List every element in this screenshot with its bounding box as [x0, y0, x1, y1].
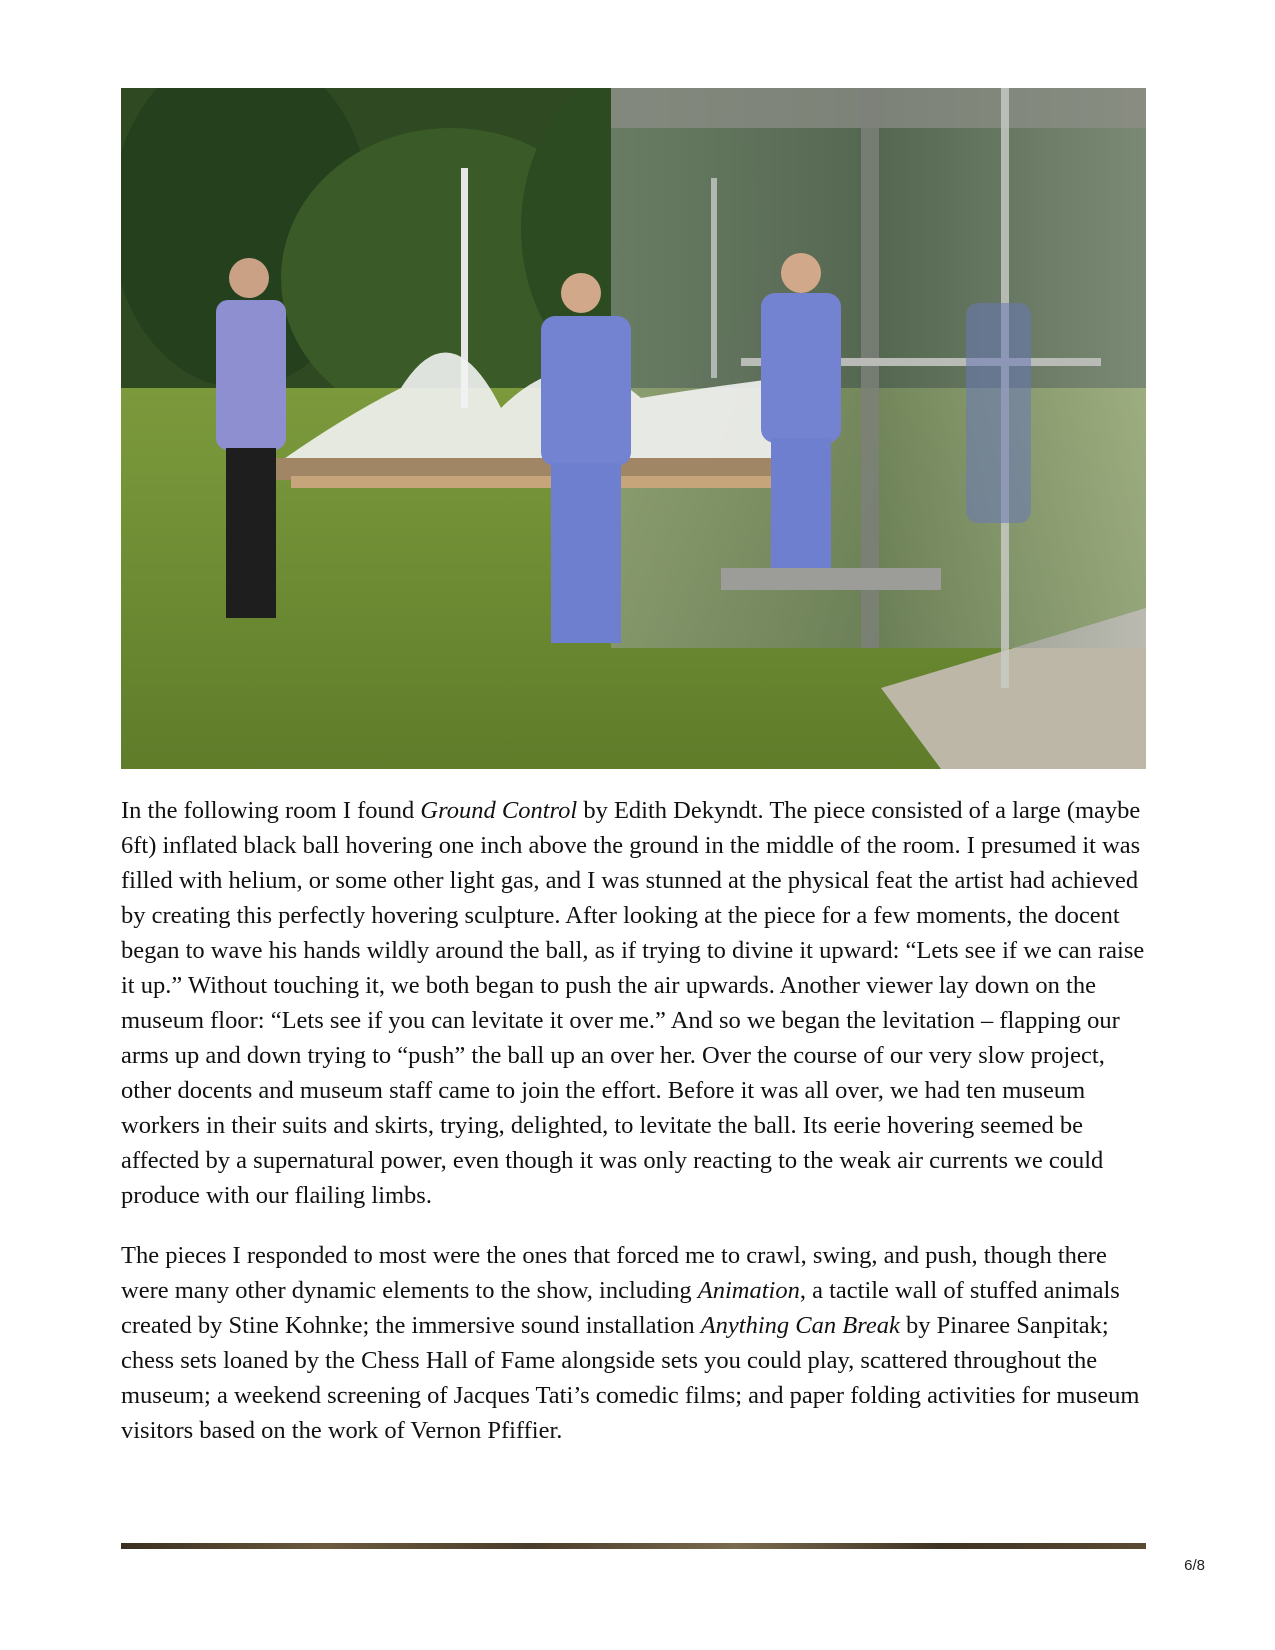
artwork-title: Ground Control — [420, 797, 578, 824]
next-image-edge — [121, 1543, 1146, 1549]
text-segment: by Pinaree Sanpitak; chess sets loaned by the Chess Hall of Fame alongside sets you could play, scattered throughout the museum; a weekend screening of Jacques Tati’s comedic films; and paper folding activities for museum visitors based on the work of Vernon Pfiffier. — [121, 1312, 1140, 1444]
article-body — [121, 793, 1146, 1473]
artwork-title: Animation — [697, 1277, 800, 1304]
artwork-title: Anything Can Break — [700, 1312, 900, 1339]
text-segment: , a tactile wall of stuffed animals created by Stine Kohnke; the immersive sound installation — [121, 1277, 1120, 1339]
paragraph-ground-control — [121, 793, 1146, 1213]
text-segment: The pieces I responded to most were the ones that forced me to crawl, swing, and push, though there were many other dynamic elements to the show, including — [121, 1242, 1107, 1304]
page-number: 6/8 — [1184, 1557, 1205, 1574]
text-segment: In the following room I found — [121, 797, 421, 824]
text-segment: by Edith Dekyndt. The piece consisted of a large (maybe 6ft) inflated black ball hovering one inch above the ground in the middle of the room. I presumed it was filled with helium, or some other light gas, and I was stunned at the physical feat the artist had achieved by creating this perfectly hovering sculpture. After looking at the piece for a few moments, the docent began to wave his hands wildly around the ball, as if trying to divine it upward: “Lets see if we can raise it up.” Without touching it, we both began to push the air upwards. Another viewer lay down on the museum floor: “Lets see if you can levitate it over me.” And so we began the levitation – flapping our arms up and down trying to “push” the ball up an over her. Over the course of our very slow project, other docents and museum staff came to join the effort. Before it was all over, we had ten museum workers in their suits and skirts, trying, delighted, to levitate the ball. Its eerie hovering seemed be affected by a supernatural power, even though it was only reacting to the weak air currents we could produce with our flailing limbs. — [121, 797, 1145, 1209]
article-photo — [121, 88, 1146, 769]
paragraph-responded-pieces — [121, 1238, 1146, 1448]
